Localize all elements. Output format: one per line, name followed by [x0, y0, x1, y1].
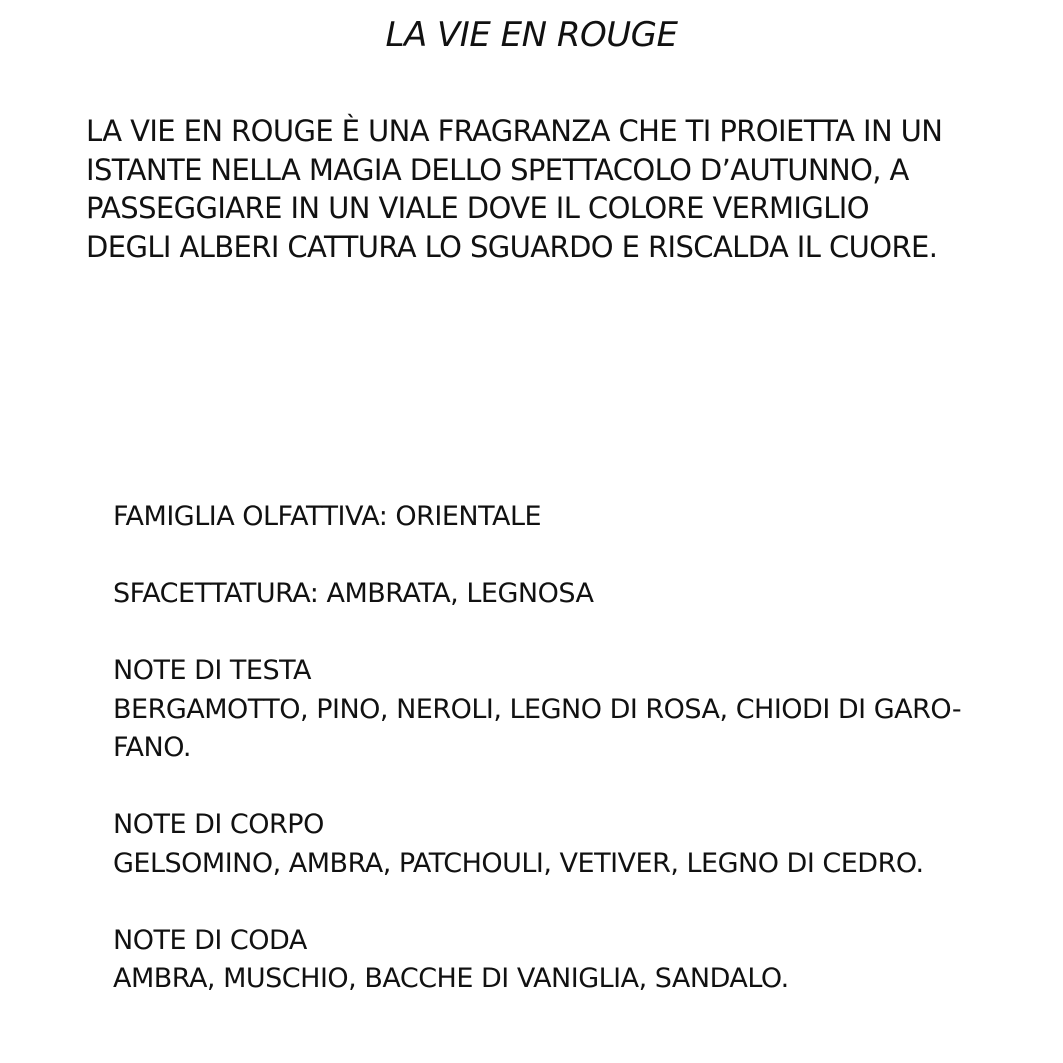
fragrance-details — [113, 498, 1053, 999]
description-line: ISTANTE NELLA MAGIA DELLO SPETTACOLO D’AUTUNNO, A — [86, 152, 909, 187]
top-notes-heading: NOTE DI TESTA — [113, 655, 311, 686]
base-notes-heading: NOTE DI CODA — [113, 924, 307, 956]
spacer — [113, 537, 1053, 576]
heart-notes-line: GELSOMINO, AMBRA, PATCHOULI, VETIVER, LEGNO DI CEDRO. — [113, 847, 924, 879]
description-line: PASSEGGIARE IN UN VIALE DOVE IL COLORE VERMIGLIO — [86, 191, 869, 225]
page-title: LA VIE EN ROUGE — [385, 15, 678, 55]
base-notes-line: AMBRA, MUSCHIO, BACCHE DI VANIGLIA, SANDALO. — [113, 963, 789, 994]
description-line: DEGLI ALBERI CATTURA LO SGUARDO E RISCALDA IL CUORE. — [86, 229, 938, 264]
spacer — [113, 614, 1053, 653]
description-line: LA VIE EN ROUGE È UNA FRAGRANZA CHE TI PROIETTA IN UN — [86, 114, 943, 148]
top-notes-line: BERGAMOTTO, PINO, NEROLI, LEGNO DI ROSA, CHIODI DI GARO- — [113, 693, 962, 725]
facet: SFACETTATURA: AMBRATA, LEGNOSA — [113, 578, 594, 609]
spacer — [113, 883, 1053, 922]
description-paragraph — [86, 112, 1046, 266]
olfactory-family: FAMIGLIA OLFATTIVA: ORIENTALE — [113, 501, 542, 532]
spacer — [113, 768, 1053, 807]
top-notes-line: FANO. — [113, 732, 191, 763]
heart-notes-heading: NOTE DI CORPO — [113, 809, 324, 840]
